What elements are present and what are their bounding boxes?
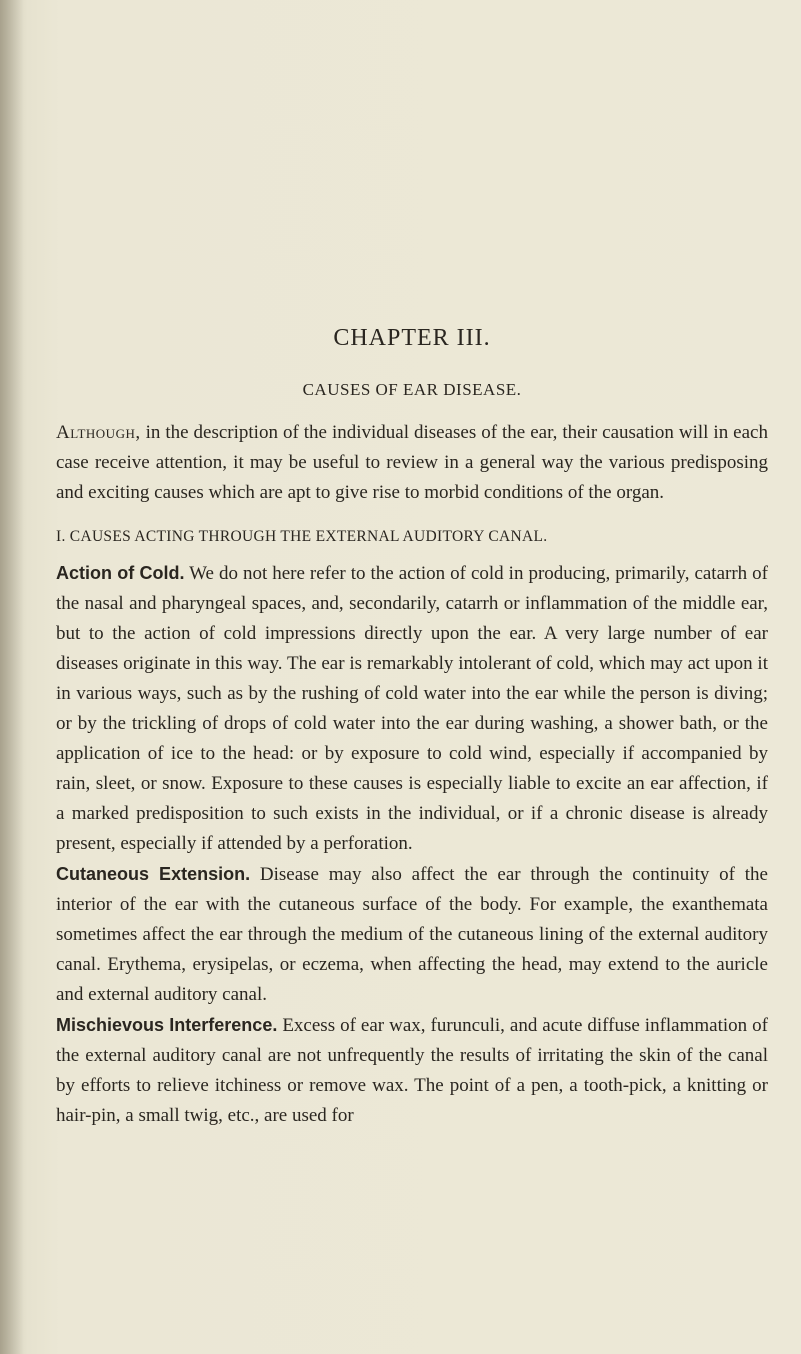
paragraph-heading: Action of Cold. (56, 563, 185, 583)
paragraph-cutaneous-extension (56, 859, 768, 1010)
paragraph-action-of-cold (56, 558, 768, 859)
paragraph-mischievous-interference (56, 1010, 768, 1131)
chapter-title: CHAPTER III. (333, 325, 491, 351)
text-block (56, 325, 768, 1131)
paragraph-text: Disease may also affect the ear through the continuity of the interior of the ear with the cutaneous surface of the body. For example, the exanthemata sometimes affect the ear through the medium of the cutaneous lining of the external auditory canal. Erythema, erysipelas, or eczema, when affecting the head, may extend to the auricle and external auditory canal. (56, 864, 768, 1005)
intro-lead-word: Although, (56, 422, 141, 443)
paragraph-text: We do not here refer to the action of cold in producing, primarily, catarrh of the nasal and pharyngeal spaces, and, secondarily, catarrh or inflammation of the middle ear, but to the action of cold impressions directly upon the ear. A very large number of ear diseases originate in this way. The ear is remarkably intolerant of cold, which may act upon it in various ways, such as by the rushing of cold water into the ear while the person is diving; or by the trickling of drops of cold water into the ear during washing, a shower bath, or the application of ice to the head: or by exposure to cold wind, especially if accompanied by rain, sleet, or snow. Exposure to these causes is especially liable to excite an ear affection, if a marked predisposition to such exists in the individual, or if a chronic disease is already present, especially if attended by a perforation. (56, 563, 768, 854)
spine-shadow (0, 0, 24, 1354)
intro-paragraph (56, 418, 768, 508)
chapter-subtitle: CAUSES OF EAR DISEASE. (302, 380, 522, 399)
section-heading: I. CAUSES ACTING THROUGH THE EXTERNAL AUDITORY CANAL. (56, 528, 548, 545)
paragraph-text: Excess of ear wax, furunculi, and acute diffuse inflammation of the external auditory canal are not unfrequently the results of irritating the skin of the canal by efforts to relieve itchiness or remove wax. The point of a pen, a tooth-pick, a knitting or hair-pin, a small twig, etc., are used for (56, 1015, 768, 1126)
paragraph-heading: Cutaneous Extension. (56, 864, 251, 884)
intro-text: in the description of the individual diseases of the ear, their causation will in each case receive attention, it may be useful to review in a general way the various predisposing and exciting causes which are apt to give rise to morbid conditions of the organ. (56, 422, 768, 503)
paragraph-heading: Mischievous Interference. (56, 1015, 278, 1035)
